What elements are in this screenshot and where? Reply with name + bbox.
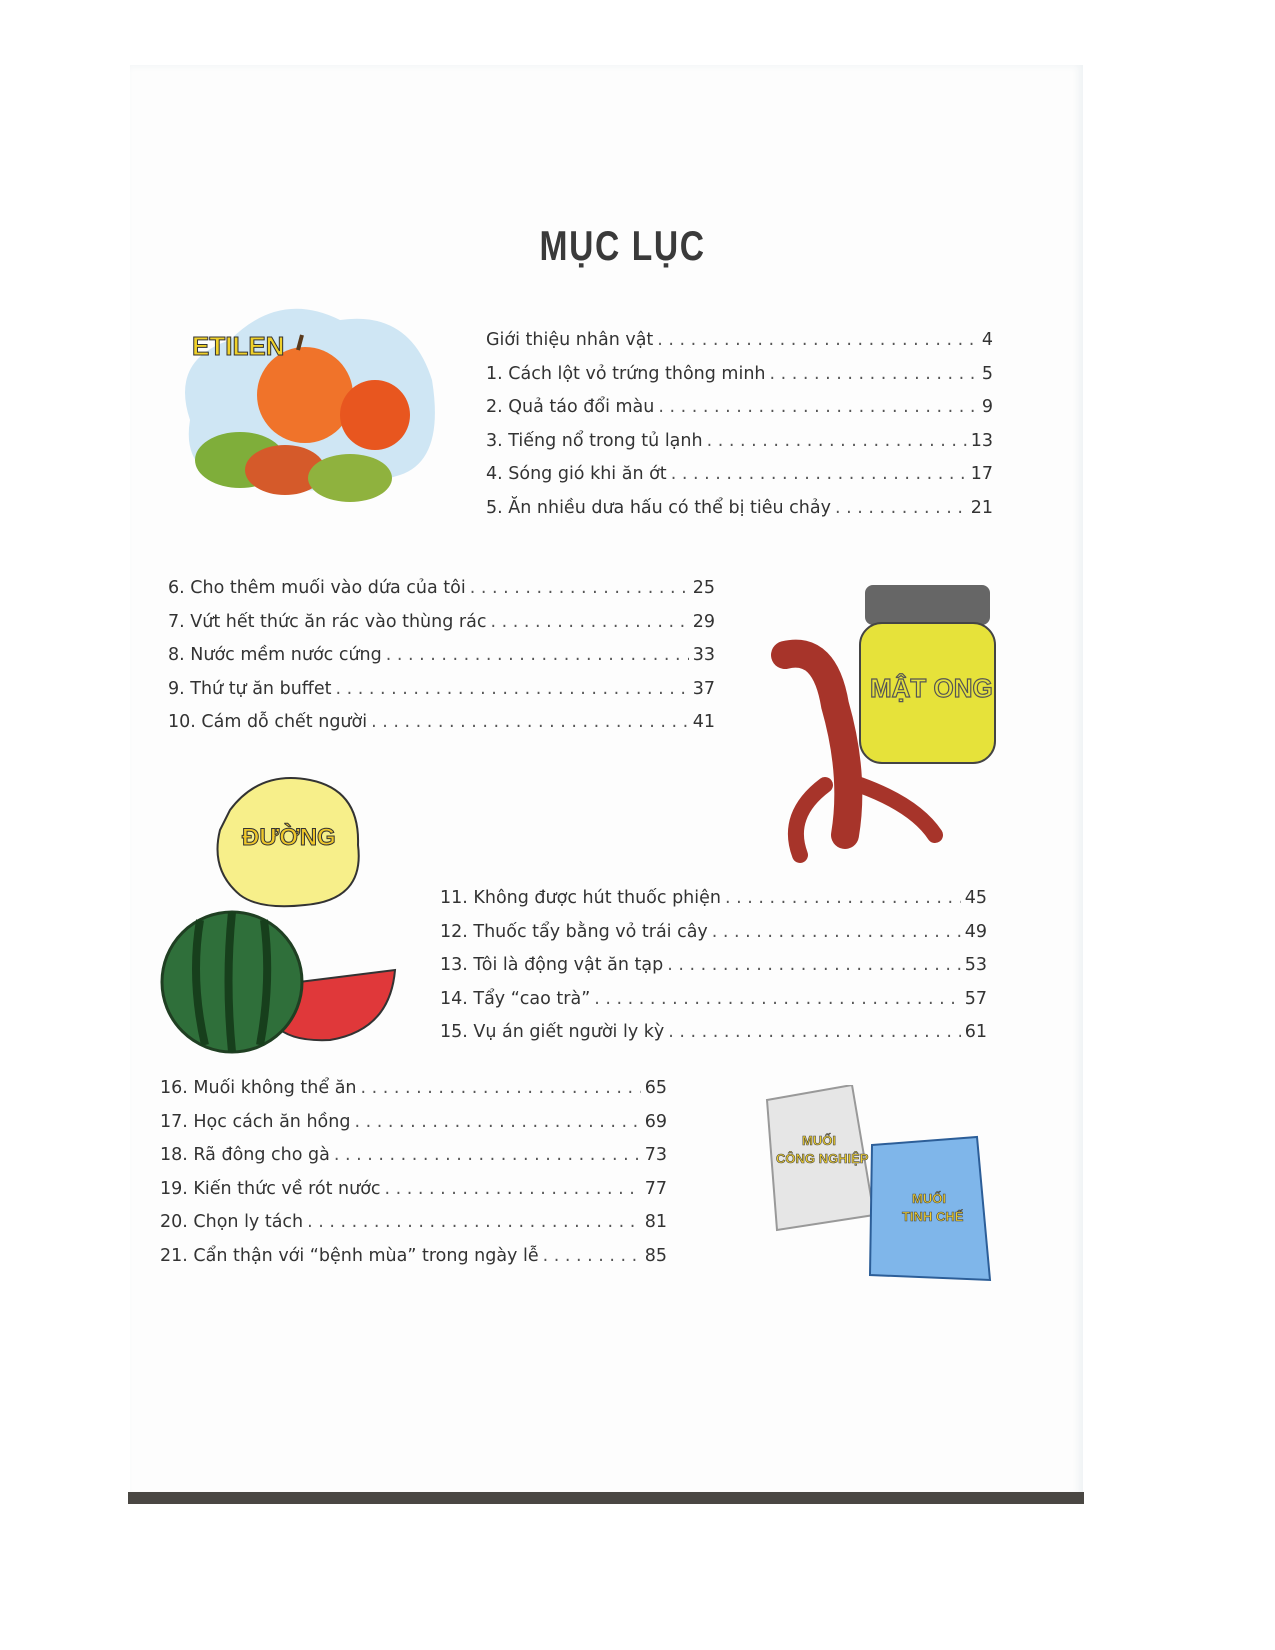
dot-leader xyxy=(671,464,967,484)
toc-entry[interactable] xyxy=(168,578,715,612)
dot-leader xyxy=(361,1078,641,1098)
toc-entry-title: 5. Ăn nhiều dưa hấu có thể bị tiêu chảy xyxy=(486,497,831,518)
dot-leader xyxy=(667,955,960,975)
toc-entry-page: 61 xyxy=(964,1022,987,1042)
toc-entry[interactable] xyxy=(440,1022,987,1056)
dot-leader xyxy=(354,1112,640,1132)
dot-leader xyxy=(334,1145,641,1165)
toc-entry-title: 4. Sóng gió khi ăn ớt xyxy=(486,464,667,484)
toc-entry-page: 81 xyxy=(644,1212,667,1232)
toc-entry-page: 29 xyxy=(692,611,715,632)
toc-entry-page: 41 xyxy=(692,712,715,732)
toc-entry-title: 21. Cẩn thận với “bệnh mùa” trong ngày lễ xyxy=(160,1245,539,1266)
toc-entry-page: 17 xyxy=(970,464,993,484)
sugar-label: ĐƯỜNG xyxy=(242,824,336,851)
dot-leader xyxy=(658,397,977,417)
toc-entry-title: 8. Nước mềm nước cứng xyxy=(168,645,382,665)
toc-entry[interactable] xyxy=(168,712,715,746)
toc-entry-page: 4 xyxy=(981,330,993,350)
dot-leader xyxy=(725,888,961,908)
dot-leader xyxy=(657,330,978,350)
dot-leader xyxy=(594,989,960,1009)
toc-group-3 xyxy=(440,888,987,1056)
toc-group-4 xyxy=(160,1078,667,1279)
toc-entry-page: 85 xyxy=(644,1245,667,1266)
dot-leader xyxy=(770,364,978,384)
dot-leader xyxy=(668,1022,960,1042)
toc-entry[interactable] xyxy=(160,1145,667,1179)
etilen-label: ETILEN xyxy=(192,331,285,361)
toc-entry[interactable] xyxy=(486,431,993,465)
toc-entry-title: 16. Muối không thể ăn xyxy=(160,1078,357,1098)
apples-illustration xyxy=(170,300,440,510)
toc-entry-title: 12. Thuốc tẩy bằng vỏ trái cây xyxy=(440,921,708,942)
toc-group-1 xyxy=(486,330,993,531)
toc-entry-title: 18. Rã đông cho gà xyxy=(160,1145,330,1165)
dot-leader xyxy=(385,1179,641,1199)
toc-entry-title: 7. Vứt hết thức ăn rác vào thùng rác xyxy=(168,611,487,632)
toc-entry-page: 49 xyxy=(964,921,987,942)
toc-entry-title: Giới thiệu nhân vật xyxy=(486,330,654,350)
toc-entry-title: 10. Cám dỗ chết người xyxy=(168,712,368,732)
toc-group-2 xyxy=(168,578,715,746)
toc-entry-title: 9. Thứ tự ăn buffet xyxy=(168,678,332,699)
toc-entry-page: 5 xyxy=(981,363,993,384)
toc-entry-page: 13 xyxy=(970,430,993,451)
toc-entry[interactable] xyxy=(440,955,987,989)
toc-entry-title: 20. Chọn ly tách xyxy=(160,1212,304,1232)
toc-entry-title: 19. Kiến thức về rót nước xyxy=(160,1178,381,1199)
toc-entry-title: 1. Cách lột vỏ trứng thông minh xyxy=(486,363,766,384)
toc-entry-page: 25 xyxy=(692,578,715,598)
toc-entry[interactable] xyxy=(168,612,715,646)
toc-entry-title: 14. Tẩy “cao trà” xyxy=(440,988,591,1009)
sugar-watermelon-illustration xyxy=(160,770,405,1055)
toc-entry[interactable] xyxy=(160,1212,667,1246)
toc-entry-title: 3. Tiếng nổ trong tủ lạnh xyxy=(486,430,703,451)
dot-leader xyxy=(307,1212,641,1232)
toc-entry-page: 69 xyxy=(644,1111,667,1132)
salt-bags-illustration xyxy=(762,1085,992,1285)
salt-industrial-label-1: MUỐI xyxy=(802,1133,836,1148)
toc-entry-page: 57 xyxy=(964,988,987,1009)
toc-entry[interactable] xyxy=(160,1246,667,1280)
toc-entry[interactable] xyxy=(440,989,987,1023)
dot-leader xyxy=(712,922,961,942)
toc-entry-title: 6. Cho thêm muối vào dứa của tôi xyxy=(168,578,466,598)
toc-entry-title: 2. Quả táo đổi màu xyxy=(486,397,655,417)
toc-entry[interactable] xyxy=(160,1112,667,1146)
toc-entry-page: 77 xyxy=(644,1178,667,1199)
toc-entry[interactable] xyxy=(440,922,987,956)
dot-leader xyxy=(386,645,689,665)
toc-entry[interactable] xyxy=(160,1179,667,1213)
toc-entry-page: 65 xyxy=(644,1078,667,1098)
toc-entry-page: 73 xyxy=(644,1145,667,1165)
page-title: MỤC LỤC xyxy=(539,222,706,269)
toc-entry[interactable] xyxy=(160,1078,667,1112)
toc-entry[interactable] xyxy=(486,397,993,431)
honey-label: MẬT ONG xyxy=(870,673,993,703)
dot-leader xyxy=(835,498,967,518)
toc-entry[interactable] xyxy=(486,330,993,364)
toc-entry[interactable] xyxy=(486,498,993,532)
dot-leader xyxy=(335,679,688,699)
dot-leader xyxy=(371,712,689,732)
toc-entry[interactable] xyxy=(168,679,715,713)
salt-refined-label-1: MUỐI xyxy=(912,1191,946,1206)
lobster-honey-illustration xyxy=(765,585,1000,880)
toc-entry-page: 33 xyxy=(692,645,715,665)
dot-leader xyxy=(490,612,688,632)
toc-entry[interactable] xyxy=(168,645,715,679)
toc-entry-page: 9 xyxy=(981,397,993,417)
toc-entry-title: 17. Học cách ăn hồng xyxy=(160,1111,351,1132)
toc-entry-title: 15. Vụ án giết người ly kỳ xyxy=(440,1022,665,1042)
toc-entry-title: 11. Không được hút thuốc phiện xyxy=(440,888,721,908)
toc-entry-page: 45 xyxy=(964,888,987,908)
salt-refined-label-2: TINH CHẾ xyxy=(902,1209,964,1224)
toc-entry-title: 13. Tôi là động vật ăn tạp xyxy=(440,955,664,975)
page-bottom-edge xyxy=(128,1492,1084,1504)
toc-entry-page: 37 xyxy=(692,678,715,699)
dot-leader xyxy=(543,1246,641,1266)
toc-entry[interactable] xyxy=(440,888,987,922)
toc-entry[interactable] xyxy=(486,464,993,498)
dot-leader xyxy=(707,431,967,451)
dot-leader xyxy=(470,578,689,598)
toc-entry[interactable] xyxy=(486,364,993,398)
toc-entry-page: 21 xyxy=(970,497,993,518)
toc-entry-page: 53 xyxy=(964,955,987,975)
salt-industrial-label-2: CÔNG NGHIỆP xyxy=(776,1151,869,1166)
